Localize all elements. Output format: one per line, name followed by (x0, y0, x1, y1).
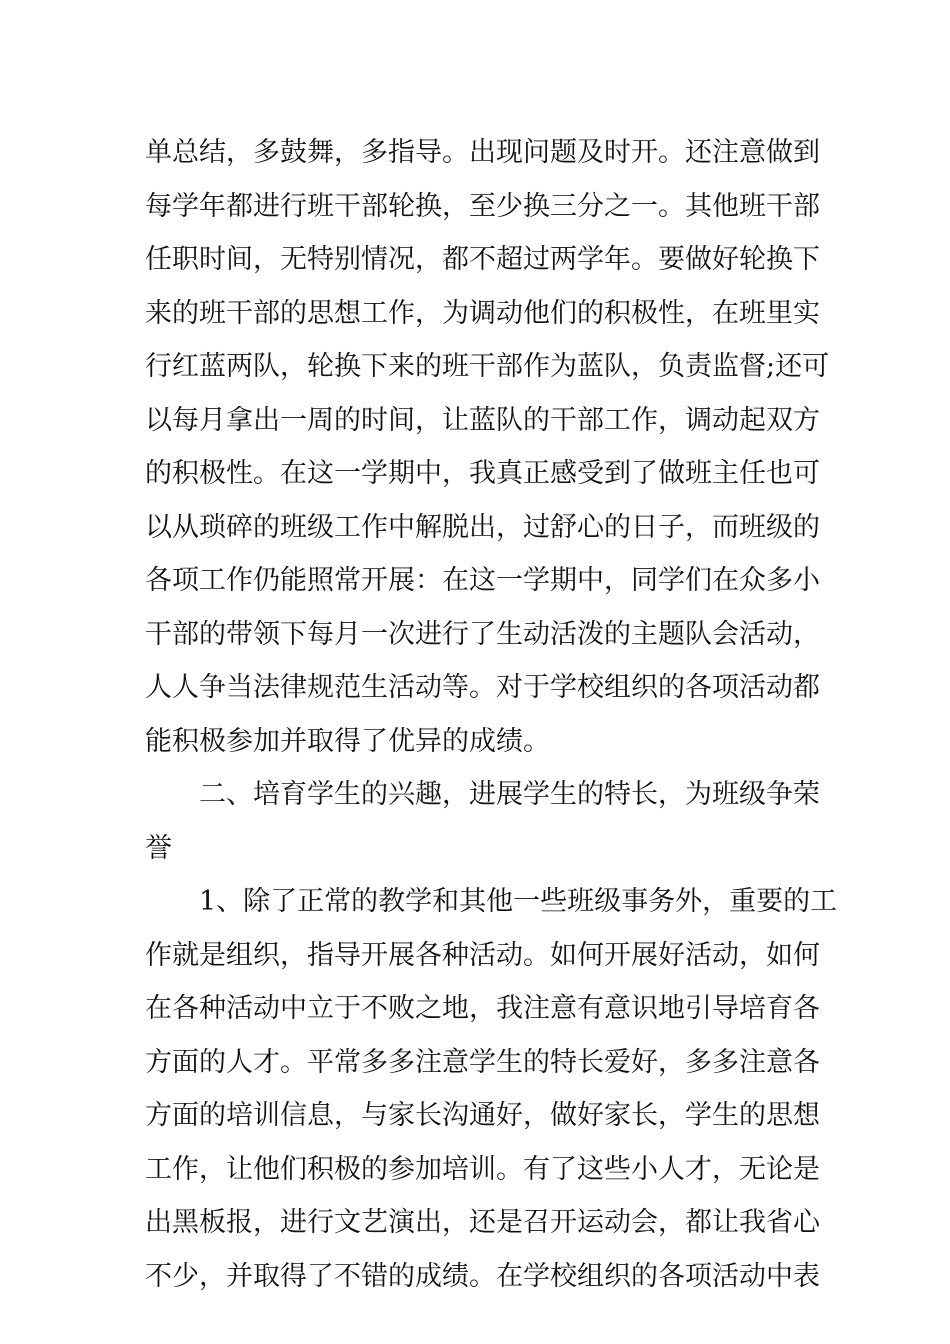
text-line: 的积极性。在这一学期中，我真正感受到了做班主任也可 (145, 458, 820, 489)
text-line: 来的班干部的思想工作，为调动他们的积极性，在班里实 (145, 297, 820, 329)
text-line: 单总结，多鼓舞，多指导。出现问题及时开。还注意做到 (145, 137, 820, 168)
text-line: 1、除了正常的教学和其他一些班级事务外，重要的工 (199, 886, 838, 917)
text-line: 能积极参加并取得了优异的成绩。 (145, 725, 550, 757)
text-line: 各项工作仍能照常开展：在这一学期中，同学们在众多小 (145, 565, 820, 596)
body-text (145, 126, 838, 1303)
section-heading-continued: 誉 (145, 832, 172, 864)
text-line: 不少，并取得了不错的成绩。在学校组织的各项活动中表 (145, 1260, 820, 1292)
text-line: 方面的人才。平常多多注意学生的特长爱好，多多注意各 (145, 1046, 820, 1078)
section-heading: 二、培育学生的兴趣，进展学生的特长，为班级争荣 (199, 779, 820, 810)
text-line: 在各种活动中立于不败之地，我注意有意识地引导培育各 (145, 993, 820, 1024)
text-line: 作就是组织，指导开展各种活动。如何开展好活动，如何 (145, 939, 820, 971)
text-line: 每学年都进行班干部轮换，至少换三分之一。其他班干部 (145, 190, 820, 222)
text-line: 出黑板报，进行文艺演出，还是召开运动会，都让我省心 (145, 1207, 820, 1238)
text-line: 人人争当法律规范生活动等。对于学校组织的各项活动都 (145, 672, 820, 703)
text-line: 行红蓝两队，轮换下来的班干部作为蓝队，负责监督;还可 (145, 351, 830, 382)
text-line: 工作，让他们积极的参加培训。有了这些小人才，无论是 (145, 1153, 820, 1185)
text-line: 任职时间，无特别情况，都不超过两学年。要做好轮换下 (145, 244, 820, 275)
text-line: 以从琐碎的班级工作中解脱出，过舒心的日子，而班级的 (145, 511, 820, 543)
text-line: 干部的带领下每月一次进行了生动活泼的主题队会活动， (145, 618, 820, 650)
text-line: 方面的培训信息，与家长沟通好，做好家长，学生的思想 (145, 1100, 820, 1131)
text-line: 以每月拿出一周的时间，让蓝队的干部工作，调动起双方 (145, 404, 820, 436)
